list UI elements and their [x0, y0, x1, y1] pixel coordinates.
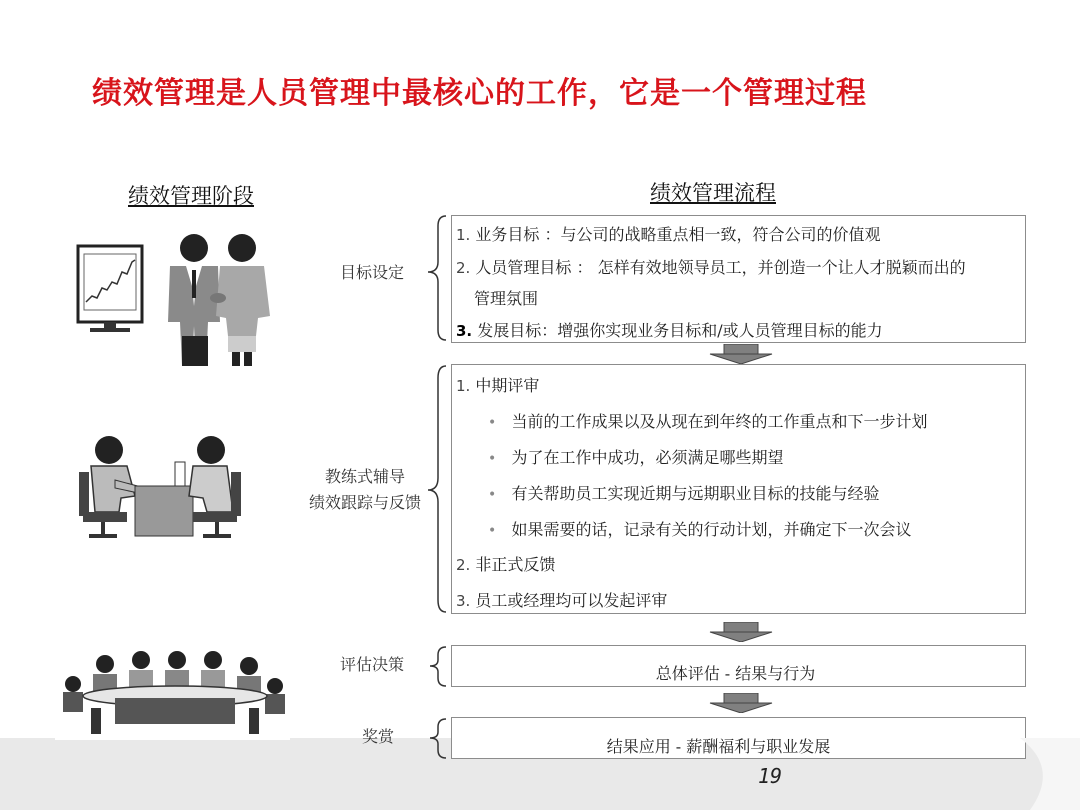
stage-coaching-line2: 绩效跟踪与反馈 [308, 493, 421, 512]
goal-box [451, 215, 1026, 343]
evaluation-box [451, 645, 1026, 687]
down-arrow-icon [706, 622, 776, 642]
goal-item-3: 3. 发展目标：增强你实现业务目标和/或人员管理目标的能力 [456, 321, 883, 340]
meeting-illustration [55, 650, 290, 740]
down-arrow-icon [706, 693, 776, 713]
goal-setting-illustration [70, 226, 290, 371]
process-heading: 绩效管理流程 [650, 181, 776, 205]
page-number: 19 [758, 764, 783, 788]
coaching-item-2: 2. 非正式反馈 [456, 555, 556, 574]
stage-reward: 奖赏 [362, 727, 395, 746]
brace-evaluation [430, 647, 446, 686]
brace-reward [430, 719, 446, 758]
coaching-item-3: 3. 员工或经理均可以发起评审 [456, 591, 668, 610]
goal-item-2: 2. 人员管理目标 ： 怎样有效地领导员工，并创造一个让人才脱颖而出的 [456, 258, 966, 277]
footer-swoosh [820, 738, 1080, 810]
coaching-bullet-3: • 有关帮助员工实现近期与远期职业目标的技能与经验 [488, 484, 880, 503]
reward-text: 结果应用 - 薪酬福利与职业发展 [606, 737, 831, 756]
coaching-box [451, 364, 1026, 614]
goal-item-2-continued: 管理氛围 [474, 289, 539, 308]
coaching-illustration [75, 432, 285, 542]
down-arrow-icon [706, 344, 776, 364]
stage-evaluation: 评估决策 [340, 655, 405, 674]
stages-heading: 绩效管理阶段 [128, 184, 254, 208]
brace-coaching [428, 366, 446, 612]
brace-goal [428, 216, 446, 340]
stage-coaching-line1: 教练式辅导 [324, 467, 405, 486]
coaching-bullet-1: • 当前的工作成果以及从现在到年终的工作重点和下一步计划 [488, 412, 928, 431]
evaluation-text: 总体评估 - 结果与行为 [655, 664, 816, 683]
stage-goal-setting: 目标设定 [340, 263, 405, 282]
coaching-bullet-4: • 如果需要的话，记录有关的行动计划，并确定下一次会议 [488, 520, 912, 539]
slide-title: 绩效管理是人员管理中最核心的工作，它是一个管理过程 [92, 76, 867, 111]
coaching-bullet-2: • 为了在工作中成功，必须满足哪些期望 [488, 448, 784, 467]
stage-coaching [300, 464, 430, 516]
goal-item-1: 1. 业务目标 ：与公司的战略重点相一致，符合公司的价值观 [456, 225, 881, 244]
coaching-item-1: 1. 中期评审 [456, 376, 540, 395]
